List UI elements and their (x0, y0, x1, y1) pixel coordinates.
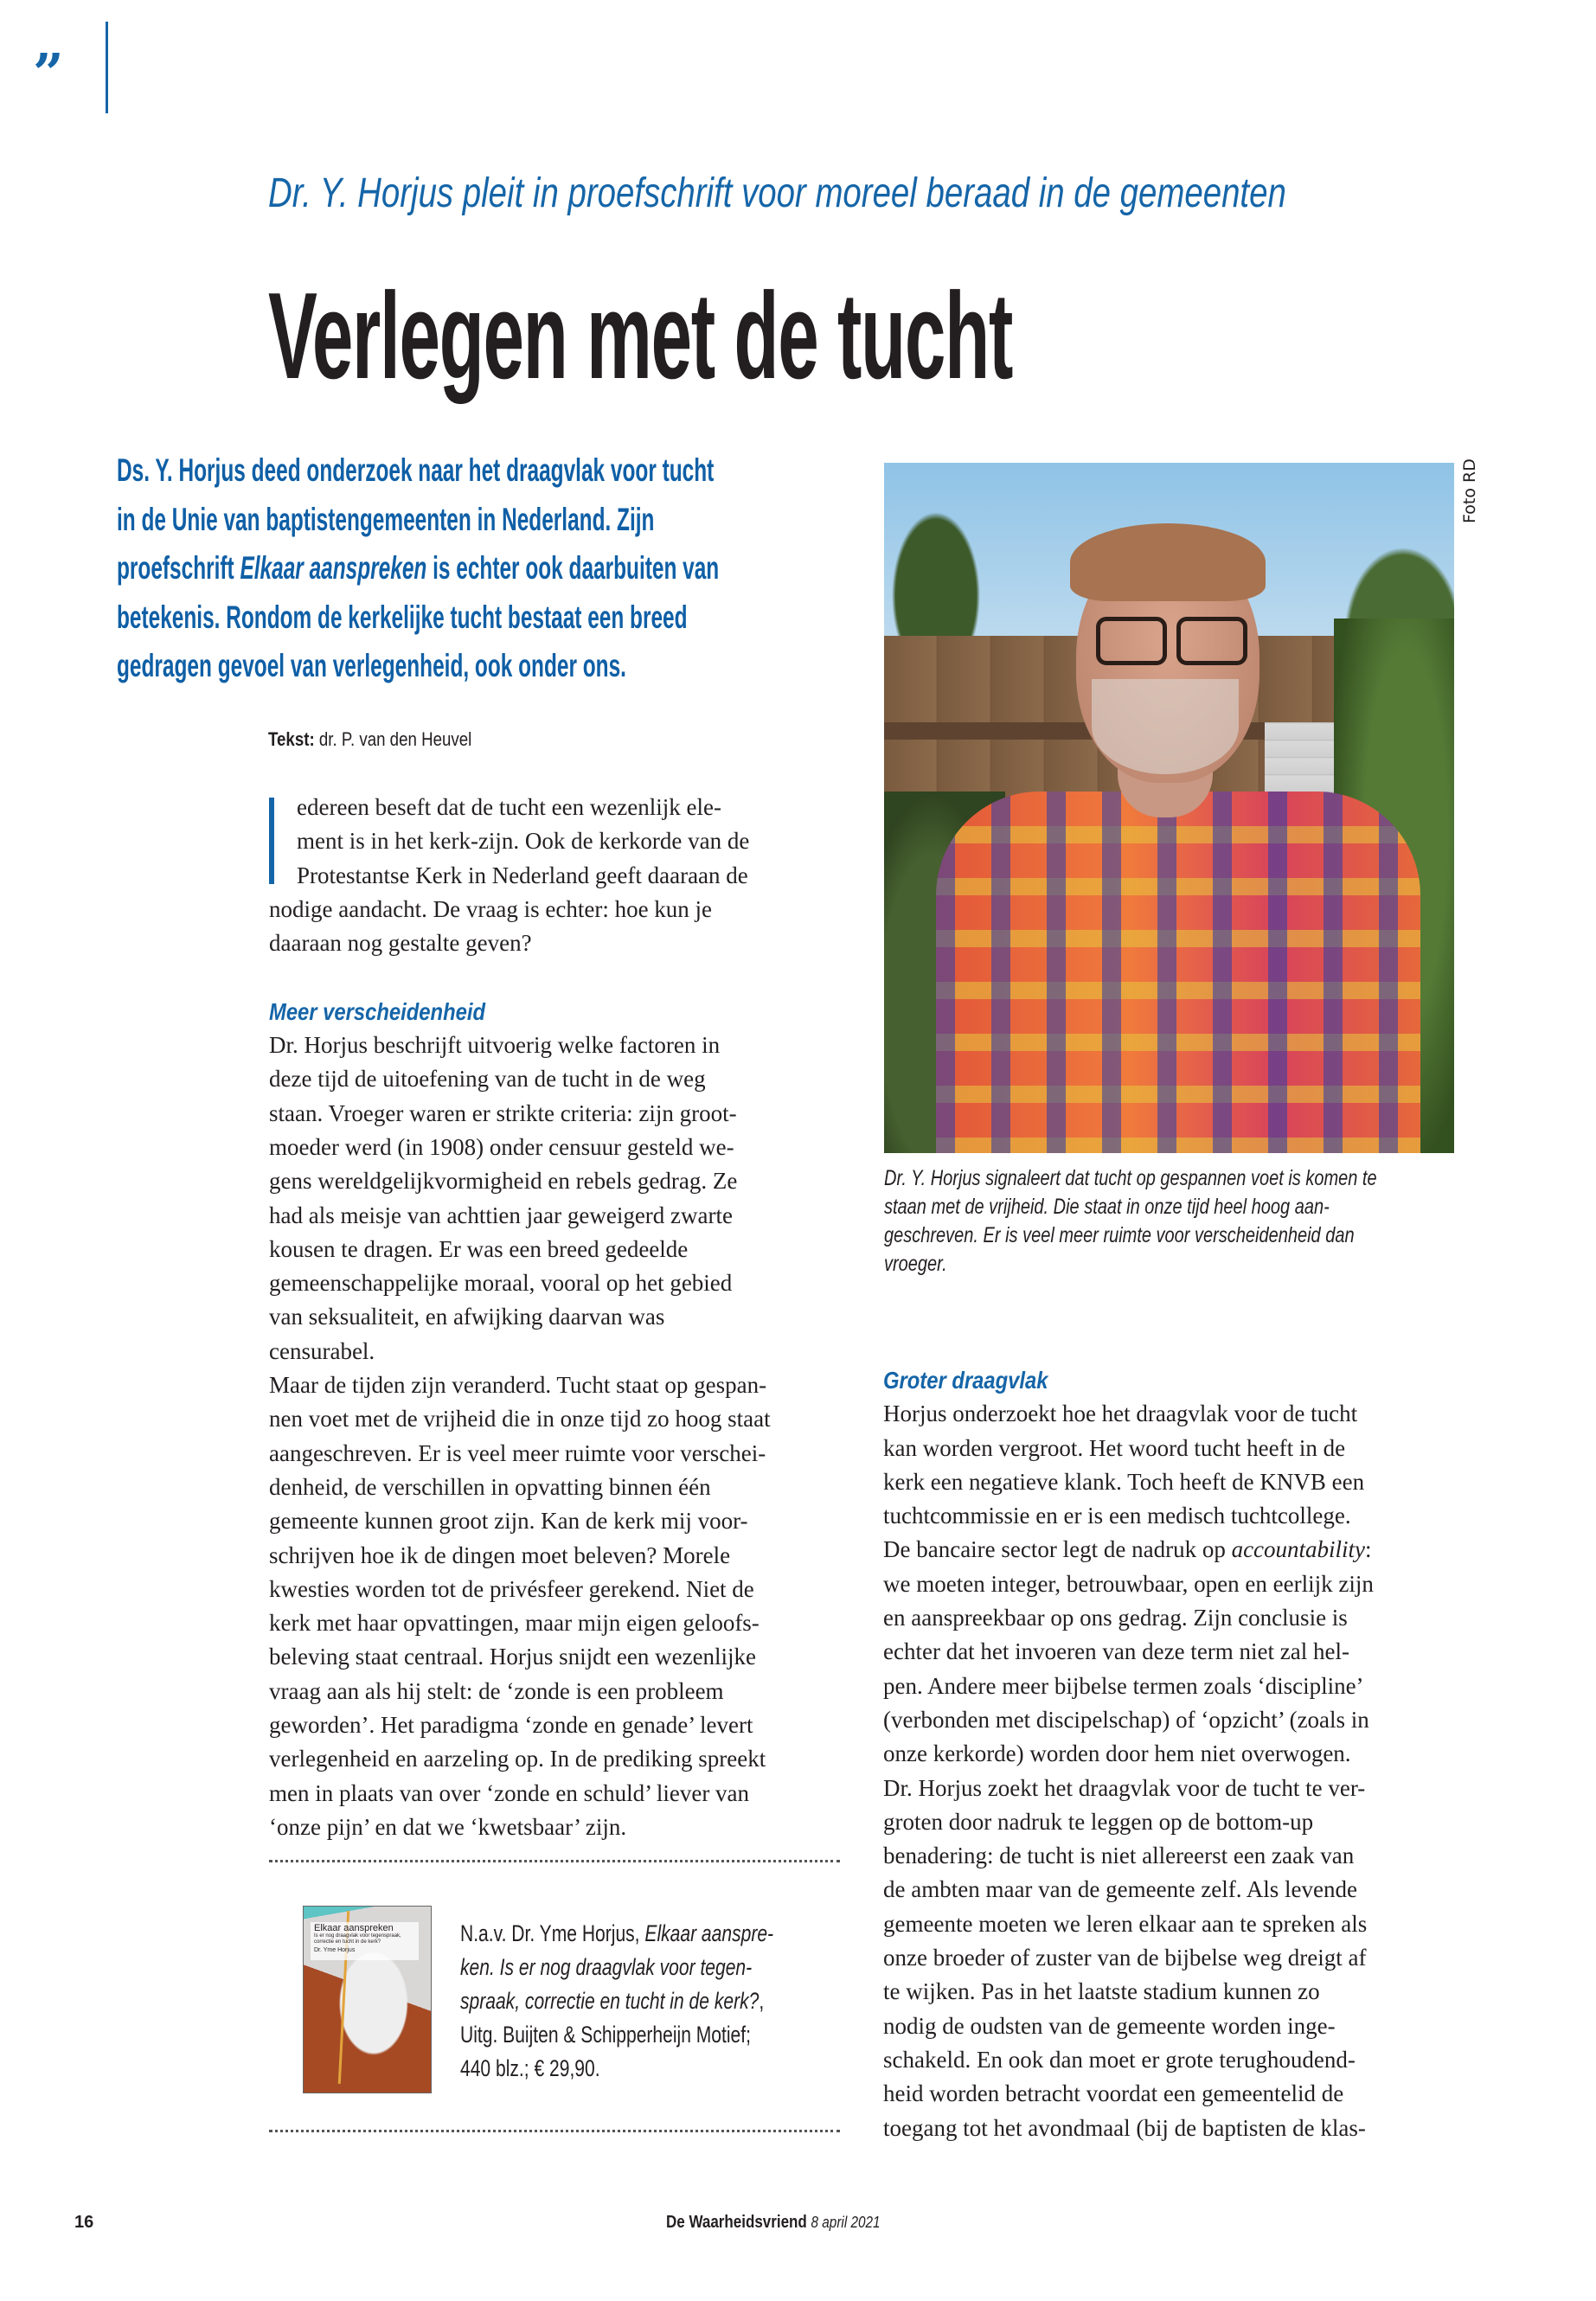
text-line (883, 1635, 1454, 1669)
text-line: verlegenheid en aarzeling op. In de prediking spreekt (269, 1746, 766, 1772)
text-line (883, 1873, 1454, 1907)
divider (269, 1860, 840, 1862)
section-heading: Groter draagvlak (883, 1367, 1048, 1394)
page-number: 16 (74, 2213, 94, 2232)
text-line (460, 1917, 773, 1951)
text-line: moeder werd (in 1908) onder censuur gesteld we- (269, 1133, 734, 1160)
text-segment: gedragen gevoel van verlegenheid, ook onder ons. (117, 648, 626, 683)
text-line (117, 593, 719, 643)
text-line (883, 1839, 1454, 1873)
text-line (883, 2043, 1454, 2077)
text-segment: pen. Andere meer bijbelse termen zoals ‘discipline’ (883, 1672, 1364, 1699)
text-line: Dr. Horjus beschrijft uitvoerig welke factoren in (269, 1032, 721, 1059)
body-column-right (883, 1363, 1454, 2145)
text-line (883, 2112, 1454, 2145)
text-segment: 440 blz.; € 29,90. (460, 2055, 600, 2081)
text-line: van seksualiteit, en afwijking daarvan was (269, 1304, 665, 1330)
book-reference (460, 1917, 773, 2086)
emphasis: accountability (1231, 1536, 1366, 1563)
text-line: Maar de tijden zijn veranderd. Tucht staat op gespan- (269, 1372, 767, 1399)
text-segment: kerk een negatieve klank. Toch heeft de KNVB een (883, 1468, 1365, 1495)
text-line: staan. Vroeger waren er strikte criteria: zijn groot- (269, 1099, 737, 1126)
header-rule (106, 22, 108, 113)
divider (269, 2130, 840, 2132)
text-line (117, 496, 719, 545)
text-segment: de ambten maar van de gemeente zelf. Als levende (883, 1876, 1358, 1903)
text-segment: betekenis. Rondom de kerkelijke tucht bestaat een breed (117, 599, 688, 635)
text-line (117, 446, 719, 496)
byline-label: Tekst: (268, 728, 315, 750)
text-segment: heid worden betracht voordat een gemeentelid de (883, 2080, 1344, 2107)
text-line (883, 2077, 1454, 2111)
text-line: censurabel. (269, 1337, 375, 1364)
text-line: men in plaats van over ‘zonde en schuld’ liever van (269, 1779, 750, 1806)
text-segment: in de Unie van baptistengemeenten in Nederland. Zijn (117, 501, 655, 537)
text-segment: groten door nadruk te leggen op de bottom-up (883, 1808, 1314, 1835)
text-segment: gemeente moeten we leren elkaar aan te spreken als (883, 1910, 1368, 1937)
text-line (883, 1703, 1454, 1737)
text-line: had als meisje van achttien jaar geweigerd zwarte (269, 1202, 733, 1228)
photo-credit: Foto RD (1460, 458, 1479, 523)
book-cover-image (303, 1906, 432, 2093)
text-segment: (verbonden met discipelschap) of ‘opzicht’ (zoals in (883, 1706, 1369, 1733)
text-line: vraag aan als hij stelt: de ‘zonde is een probleem (269, 1677, 724, 1704)
text-segment: is echter ook daarbuiten van (426, 550, 720, 586)
text-segment: te wijken. Pas in het laatste stadium kunnen zo (883, 1978, 1320, 2005)
text-segment: echter dat het invoeren van deze term niet zal hel- (883, 1638, 1349, 1665)
footer-magazine (666, 2213, 881, 2233)
text-line (883, 1772, 1454, 1805)
text-segment: benadering: de tucht is niet allereerst een zaak van (883, 1843, 1355, 1869)
body-column-left (269, 791, 840, 1844)
text-line: gens wereldgelijkvormigheid en rebels gedrag. Ze (269, 1168, 738, 1195)
caption-line: vroeger. (884, 1252, 947, 1276)
text-segment: : (1365, 1536, 1372, 1563)
text-line: geworden’. Het paradigma ‘zonde en genade’ levert (269, 1712, 753, 1739)
text-segment: schakeld. En ook dan moet er grote terughoudend- (883, 2046, 1356, 2073)
text-segment: Dr. Horjus zoekt het draagvlak voor de tucht te ver- (883, 1774, 1366, 1801)
text-line (883, 1432, 1454, 1465)
text-segment: onze broeder of zuster van de bijbelse weg dreigt af (883, 1945, 1367, 1971)
text-segment: spraak, correctie en tucht in de kerk? (460, 1988, 760, 2014)
text-line: kousen te dragen. Er was een breed gedeelde (269, 1235, 689, 1262)
byline-author: dr. P. van den Heuvel (318, 728, 472, 750)
photo-caption (884, 1164, 1377, 1279)
text-line: kwesties worden tot de privésfeer gerekend. Niet de (269, 1575, 754, 1602)
text-segment: proefschrift (117, 550, 240, 586)
portrait-photo (884, 463, 1454, 1153)
text-line (460, 1984, 773, 2018)
text-segment: De bancaire sector legt de nadruk op (883, 1536, 1232, 1563)
text-line (883, 1499, 1454, 1533)
text-line (883, 1805, 1454, 1839)
text-line: denheid, de verschillen in opvatting binnen één (269, 1473, 711, 1500)
text-segment: nodig de oudsten van de gemeente worden inge- (883, 2012, 1336, 2039)
book-cover-author: Dr. Yme Horjus (314, 1947, 356, 1953)
text-line: daaraan nog gestalte geven? (269, 930, 532, 957)
text-line: aangeschreven. Er is veel meer ruimte voor verschei- (269, 1439, 766, 1466)
lead-paragraph (117, 446, 719, 691)
text-segment: tuchtcommissie en er is een medisch tuchtcollege. (883, 1503, 1351, 1529)
text-segment: N.a.v. Dr. Yme Horjus, (460, 1920, 645, 1946)
text-segment: Horjus onderzoekt hoe het draagvlak voor de tucht (883, 1400, 1358, 1427)
text-segment: ken. Is er nog draagvlak voor tegen- (460, 1954, 753, 1980)
text-line: kerk met haar opvattingen, maar mijn eigen geloofs- (269, 1610, 760, 1637)
text-line (883, 1465, 1454, 1499)
caption-line: geschreven. Er is veel meer ruimte voor verscheidenheid dan (884, 1223, 1355, 1247)
text-line (883, 2009, 1454, 2043)
section-heading: Meer verscheidenheid (269, 997, 486, 1025)
text-line: beleving staat centraal. Horjus snijdt een wezenlijke (269, 1644, 757, 1670)
text-segment: en aanspreekbaar op ons gedrag. Zijn conclusie is (883, 1605, 1348, 1631)
text-line (460, 1951, 773, 1984)
text-line (460, 2052, 773, 2086)
magazine-name: De Waarheidsvriend (666, 2213, 807, 2232)
text-line: ‘onze pijn’ en dat we ‘kwetsbaar’ zijn. (269, 1813, 627, 1840)
text-line: ment is in het kerk-zijn. Ook de kerkorde van de (297, 828, 750, 855)
text-line: gemeenschappelijke moraal, vooral op het gebied (269, 1270, 733, 1297)
text-line: edereen beseft dat de tucht een wezenlijk ele- (297, 794, 721, 820)
text-line (883, 1737, 1454, 1771)
page-title: Verlegen met de tucht (268, 267, 1013, 405)
text-line (883, 1975, 1454, 2009)
text-line (883, 1397, 1454, 1431)
issue-date: 8 april 2021 (811, 2214, 881, 2231)
emphasis: Elkaar aanspreken (240, 550, 427, 586)
text-line (117, 544, 719, 593)
text-line: nen voet met de vrijheid die in onze tijd zo hoog staat (269, 1406, 771, 1433)
caption-line: Dr. Y. Horjus signaleert dat tucht op gespannen voet is komen te (884, 1166, 1377, 1190)
text-segment: onze kerkorde) worden door hem niet overwogen. (883, 1740, 1351, 1767)
text-line: Protestantse Kerk in Nederland geeft daaraan de (297, 862, 748, 888)
text-segment: , (759, 1988, 765, 2014)
text-line (460, 2018, 773, 2052)
text-line (883, 1670, 1454, 1703)
text-segment: Elkaar aanspre- (644, 1920, 774, 1946)
text-line: nodige aandacht. De vraag is echter: hoe kun je (269, 895, 713, 922)
spacer (269, 960, 840, 994)
text-segment: Uitg. Buijten & Schipperheijn Motief; (460, 2022, 751, 2048)
text-line: gemeente kunnen groot zijn. Kan de kerk mij voor- (269, 1508, 748, 1535)
book-cover-subtitle: Is er nog draagvlak voor tegenspraak, correctie en tucht in de kerk? (314, 1933, 401, 1945)
text-line (883, 1567, 1454, 1601)
kicker: Dr. Y. Horjus pleit in proefschrift voor moreel beraad in de gemeenten (268, 170, 1286, 216)
text-line (883, 1533, 1454, 1567)
text-line (117, 642, 719, 691)
caption-line: staan met de vrijheid. Die staat in onze tijd heel hoog aan- (884, 1195, 1330, 1219)
text-segment: toegang tot het avondmaal (bij de baptisten de klas- (883, 2114, 1366, 2141)
text-line: schrijven hoe ik de dingen moet beleven? Morele (269, 1541, 731, 1568)
book-cover-title: Elkaar aanspreken (314, 1923, 394, 1933)
text-line (883, 1601, 1454, 1635)
quote-mark-icon: ” (33, 42, 59, 105)
text-line: deze tijd de uitoefening van de tucht in de weg (269, 1066, 706, 1093)
text-line (883, 1907, 1454, 1941)
byline (268, 728, 471, 751)
text-segment: kan worden vergroot. Het woord tucht heeft in de (883, 1434, 1346, 1461)
text-segment: we moeten integer, betrouwbaar, open en eerlijk zijn (883, 1570, 1374, 1597)
text-line (883, 1941, 1454, 1975)
text-segment: Ds. Y. Horjus deed onderzoek naar het draagvlak voor tucht (117, 452, 715, 488)
